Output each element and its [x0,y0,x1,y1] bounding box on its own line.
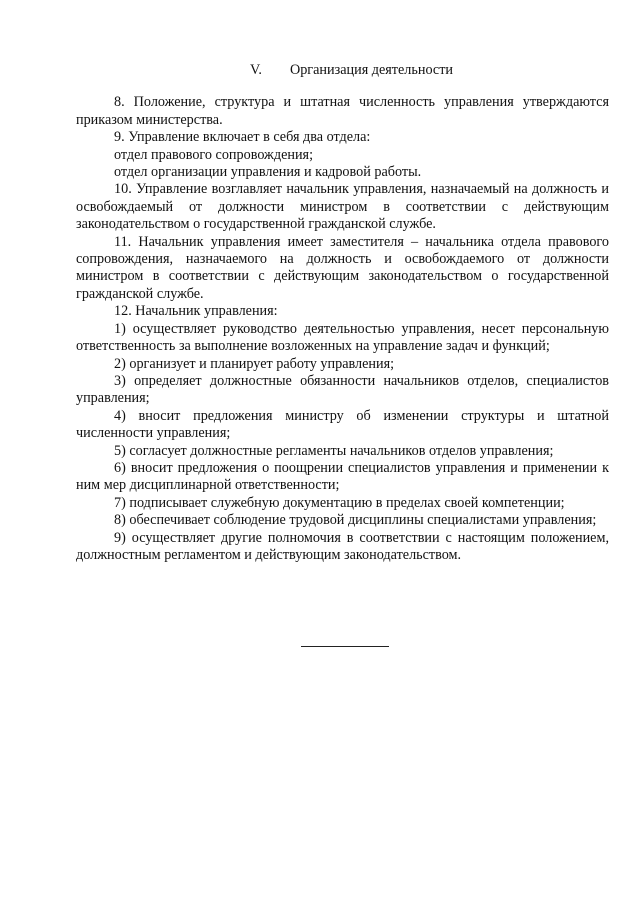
closing-divider-line [301,646,389,647]
paragraph-12: 12. Начальник управления: [114,303,278,320]
section-number: V. [250,62,262,78]
duty-7: 7) подписывает служебную документацию в пределах своей компетенции; [114,494,565,511]
duty-4: 4) вносит предложения министру об изменении структуры и штатной численности управления; [76,407,609,442]
duty-6: 6) вносит предложения о поощрении специалистов управления и применении к ним мер дисциплинарной ответственности; [76,459,609,494]
paragraph-10: 10. Управление возглавляет начальник управления, назначаемый на должность и освобождаемый от должности министром в соответствии с действующим законодательством о государственной гражданской службе. [76,181,609,233]
paragraph-11: 11. Начальник управления имеет заместителя – начальника отдела правового сопровождения, назначаемого на должность и освобождаемого от должности министром в соответствии с действующим законодательством о государственной гражданской службе. [76,233,609,302]
department-organization: отдел организации управления и кадровой работы. [114,164,422,181]
paragraph-9: 9. Управление включает в себя два отдела: [114,129,371,146]
duty-8: 8) обеспечивает соблюдение трудовой дисциплины специалистами управления; [114,512,597,529]
department-legal: отдел правового сопровождения; [114,146,314,163]
duty-2: 2) организует и планирует работу управления; [114,355,395,372]
paragraph-8: 8. Положение, структура и штатная численность управления утверждаются приказом министерства. [76,94,609,128]
document-page [76,62,609,564]
duty-1: 1) осуществляет руководство деятельностью управления, несет персональную ответственность за выполнение возложенных на управление задач и функций; [76,320,609,355]
duty-9: 9) осуществляет другие полномочия в соответствии с настоящим положением, должностным регламентом и действующим законодательством. [76,529,609,563]
duty-5: 5) согласует должностные регламенты начальников отделов управления; [114,442,554,459]
duty-3: 3) определяет должностные обязанности начальников отделов, специалистов управления; [76,372,609,407]
section-heading [76,62,609,79]
section-title: Организация деятельности [289,62,453,78]
